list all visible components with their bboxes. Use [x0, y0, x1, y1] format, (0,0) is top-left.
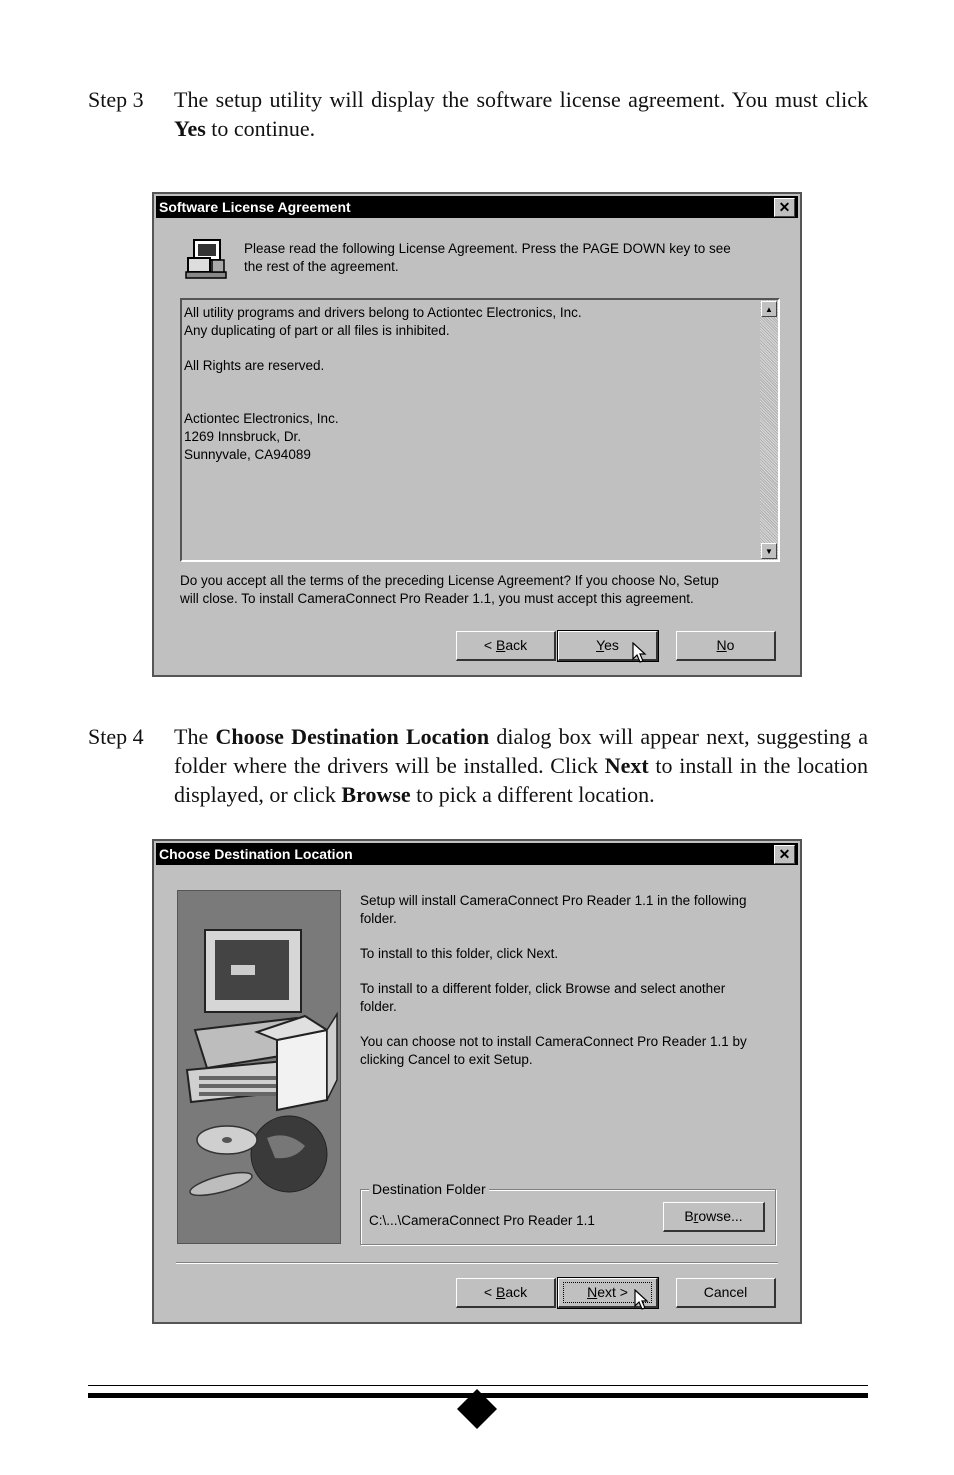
- dialog-titlebar: [156, 196, 798, 218]
- next-button[interactable]: Next >: [558, 1278, 658, 1308]
- info-para-4-line-1: You can choose not to install CameraConnect Pro Reader 1.1 by: [360, 1034, 747, 1049]
- step-text: The Choose Destination Location dialog box will appear next, suggesting a folder where the drivers will be installed. Click Next to install in the location displayed, or click Browse to pick a different location.: [174, 724, 869, 807]
- destination-path: C:\...\CameraConnect Pro Reader 1.1: [369, 1213, 595, 1228]
- back-button[interactable]: < Back: [456, 1278, 556, 1308]
- question-line-1: Do you accept all the terms of the preceding License Agreement? If you choose No, Setup: [180, 573, 719, 588]
- info-para-2: To install to this folder, click Next.: [360, 946, 559, 961]
- dialog-titlebar: [156, 843, 798, 865]
- agreement-line: Sunnyvale, CA94089: [184, 447, 311, 462]
- license-agreement-dialog: [152, 192, 802, 677]
- browse-button[interactable]: Browse...: [663, 1202, 765, 1232]
- intro-line-2: the rest of the agreement.: [244, 259, 399, 274]
- agreement-line: All Rights are reserved.: [184, 358, 325, 373]
- yes-button[interactable]: Yes: [558, 631, 658, 661]
- question-line-2: will close. To install CameraConnect Pro Reader 1.1, you must accept this agreement.: [180, 591, 694, 606]
- setup-illustration: [177, 890, 341, 1244]
- info-para-1-line-2: folder.: [360, 911, 397, 926]
- no-button[interactable]: No: [676, 631, 776, 661]
- step-number: Step 4: [88, 724, 144, 749]
- setup-computer-icon: [184, 238, 230, 282]
- choose-destination-dialog: [152, 839, 802, 1324]
- close-button[interactable]: ✕: [774, 845, 795, 864]
- yes-emphasis: Yes: [174, 116, 206, 141]
- info-para-3-line-1: To install to a different folder, click Browse and select another: [360, 981, 726, 996]
- back-button[interactable]: < Back: [456, 631, 556, 661]
- mouse-pointer-icon: [634, 1289, 650, 1311]
- mouse-pointer-icon: [632, 642, 648, 664]
- destination-folder-label: Destination Folder: [369, 1181, 489, 1197]
- footer-rule-thin: [88, 1385, 868, 1386]
- divider: [176, 1262, 778, 1264]
- info-para-3-line-2: folder.: [360, 999, 397, 1014]
- dialog-title: Software License Agreement: [159, 199, 351, 215]
- step-text: The setup utility will display the software license agreement. You must click Yes to continue.: [174, 87, 868, 141]
- cancel-button[interactable]: Cancel: [676, 1278, 776, 1308]
- info-para-4-line-2: clicking Cancel to exit Setup.: [360, 1052, 533, 1067]
- monitor-illustration: [205, 930, 301, 1012]
- dialog-title: Choose Destination Location: [159, 846, 353, 862]
- diamond-ornament-icon: [457, 1389, 497, 1429]
- scroll-down-arrow-icon[interactable]: ▼: [761, 543, 777, 559]
- destination-folder-group: [360, 1181, 776, 1245]
- intro-line-1: Please read the following License Agreement. Press the PAGE DOWN key to see: [244, 241, 731, 256]
- close-button[interactable]: ✕: [774, 198, 795, 217]
- agreement-line: Actiontec Electronics, Inc.: [184, 411, 339, 426]
- agreement-line: 1269 Innsbruck, Dr.: [184, 429, 302, 444]
- agreement-textbox[interactable]: [180, 298, 780, 562]
- info-para-1-line-1: Setup will install CameraConnect Pro Reader 1.1 in the following: [360, 893, 747, 908]
- vertical-scrollbar[interactable]: [760, 300, 778, 560]
- scroll-up-arrow-icon[interactable]: ▲: [761, 301, 777, 317]
- agreement-line: All utility programs and drivers belong to Actiontec Electronics, Inc.: [184, 305, 582, 320]
- agreement-line: Any duplicating of part or all files is inhibited.: [184, 323, 450, 338]
- step-number: Step 3: [88, 87, 144, 112]
